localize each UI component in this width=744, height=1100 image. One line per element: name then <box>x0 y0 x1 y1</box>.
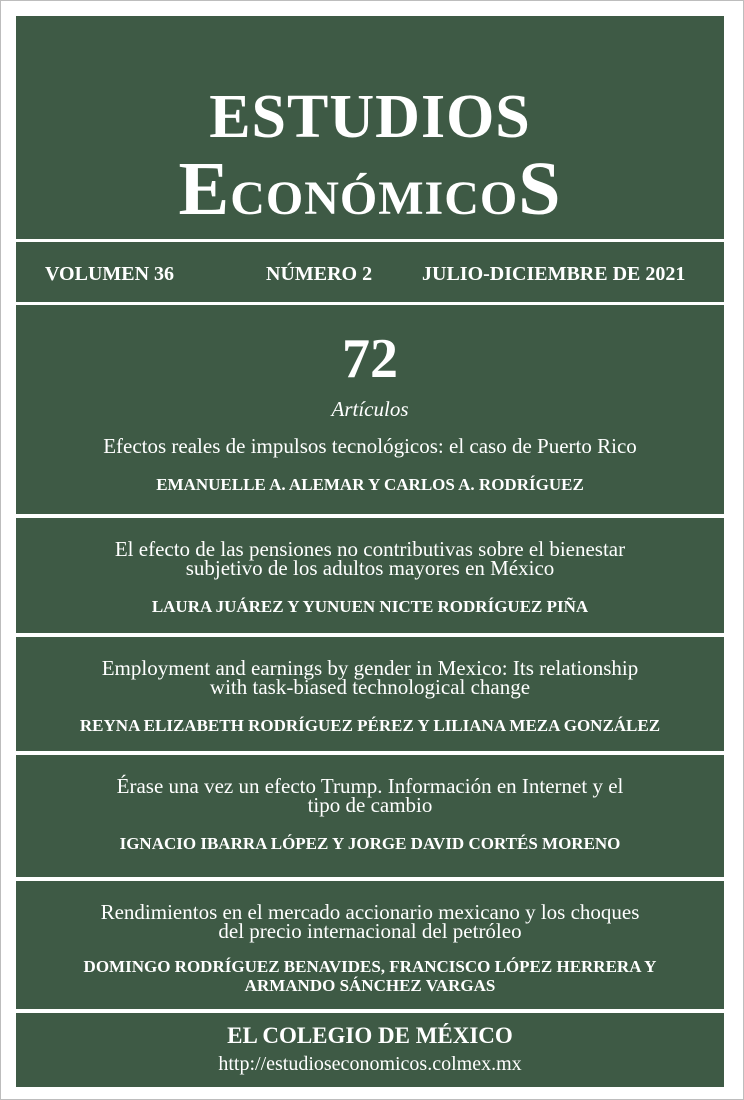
article-author-line: DOMINGO RODRÍGUEZ BENAVIDES, FRANCISCO LÓPEZ HERRERA Y <box>83 957 657 976</box>
article-title <box>16 656 724 699</box>
article-title-line: with task-biased technological change <box>209 675 531 699</box>
article-panel-2 <box>16 518 724 633</box>
article-title <box>16 900 724 943</box>
article-title-line: Employment and earnings by gender in Mexico: Its relationship <box>101 656 639 680</box>
article-authors <box>16 597 724 616</box>
publisher-panel <box>16 1013 724 1087</box>
title-initial-capital: E <box>178 147 231 231</box>
journal-title-line1: ESTUDIOS <box>209 83 531 151</box>
date-label: JULIO-DICIEMBRE DE 2021 <box>422 263 686 285</box>
volume-label: VOLUMEN 36 <box>45 263 175 285</box>
article-authors <box>16 957 724 995</box>
article-panel-5 <box>16 881 724 1009</box>
journal-title-panel <box>16 16 724 239</box>
article-authors <box>16 475 724 494</box>
article-panel-3 <box>16 637 724 751</box>
publisher-name: EL COLEGIO DE MÉXICO <box>227 1023 513 1048</box>
article-authors <box>16 716 724 735</box>
article-panel-1 <box>16 305 724 514</box>
article-title-line: El efecto de las pensiones no contributivas sobre el bienestar <box>114 537 626 561</box>
number-label: NÚMERO 2 <box>266 263 373 285</box>
article-author-line: EMANUELLE A. ALEMAR Y CARLOS A. RODRÍGUEZ <box>156 475 584 494</box>
article-title <box>16 774 724 817</box>
article-panel-4 <box>16 755 724 877</box>
article-author-line: IGNACIO IBARRA LÓPEZ Y JORGE DAVID CORTÉS MORENO <box>119 834 621 853</box>
article-author-line: ARMANDO SÁNCHEZ VARGAS <box>244 976 496 995</box>
journal-url-link[interactable]: http://estudioseconomicos.colmex.mx <box>218 1053 522 1075</box>
article-title-line: Rendimientos en el mercado accionario mexicano y los choques <box>100 900 640 924</box>
article-title-line: tipo de cambio <box>307 793 433 817</box>
article-title-line: subjetivo de los adultos mayores en México <box>185 556 555 580</box>
article-author-line: LAURA JUÁREZ Y YUNUEN NICTE RODRÍGUEZ PIÑA <box>151 597 589 616</box>
article-title-line: Efectos reales de impulsos tecnológicos: el caso de Puerto Rico <box>103 434 637 458</box>
article-authors <box>16 834 724 853</box>
article-author-line: REYNA ELIZABETH RODRÍGUEZ PÉREZ Y LILIANA MEZA GONZÁLEZ <box>79 716 661 735</box>
title-final-capital: S <box>518 147 562 231</box>
issue-count: 72 <box>342 328 398 390</box>
section-label: Artículos <box>331 397 409 421</box>
title-small-caps: CONÓMICO <box>230 172 519 225</box>
article-title <box>16 537 724 580</box>
article-title-line: del precio internacional del petróleo <box>218 919 522 943</box>
issue-info-panel <box>16 242 724 302</box>
article-title <box>16 434 724 458</box>
article-title-line: Érase una vez un efecto Trump. Información en Internet y el <box>116 774 624 798</box>
journal-title-line2 <box>16 147 724 237</box>
